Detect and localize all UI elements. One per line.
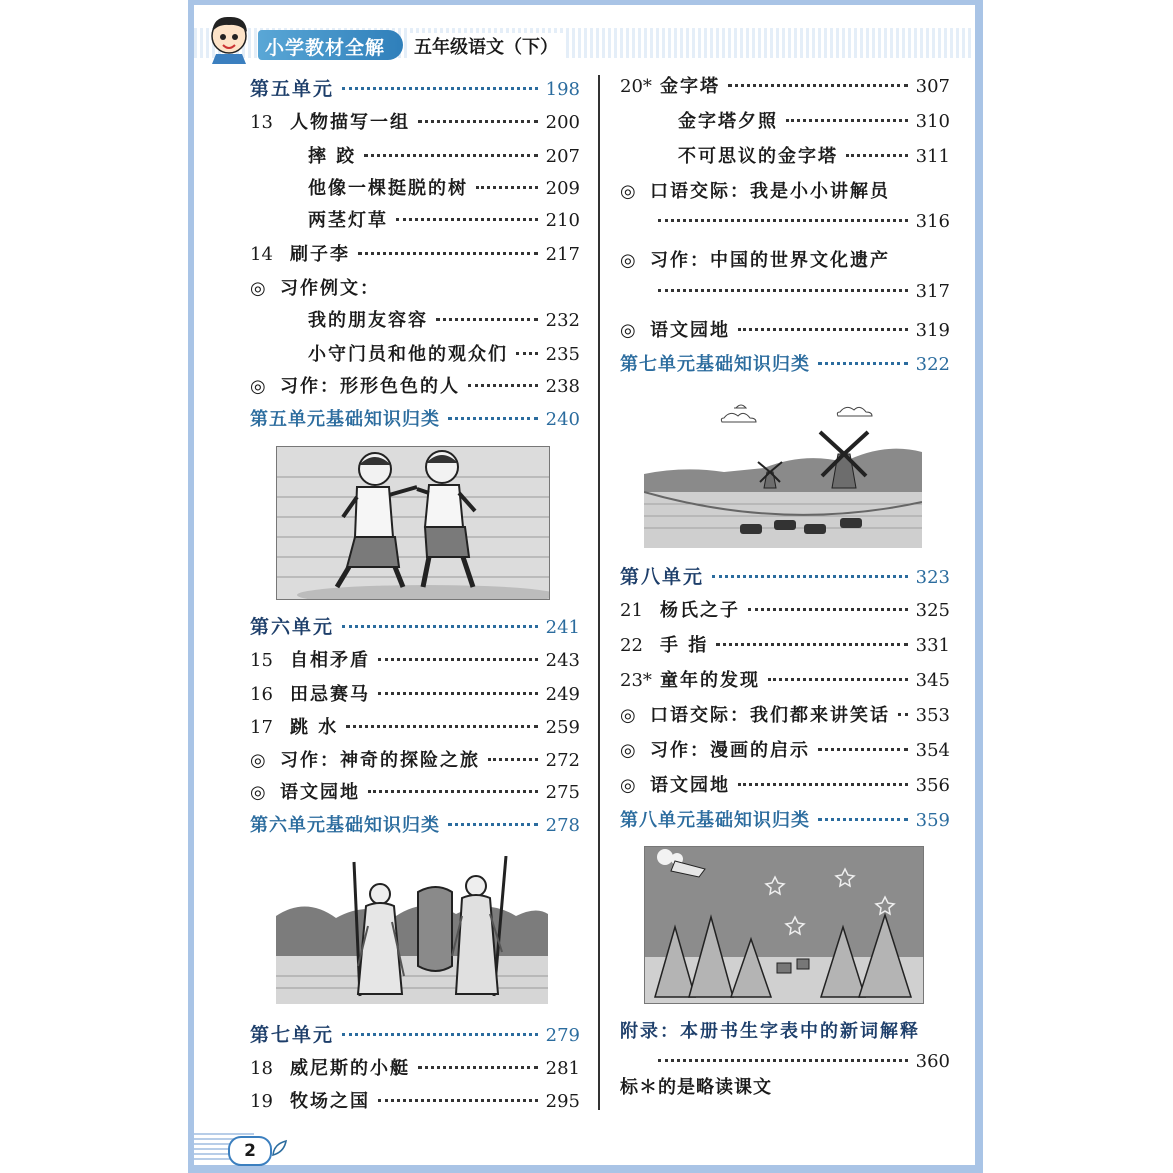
entry-title: 不可思议的金字塔 [678, 146, 838, 167]
page-number: 207 [545, 146, 580, 167]
toc-entry [250, 811, 580, 837]
page-frame-left [188, 0, 194, 1173]
toc-entry [250, 680, 580, 706]
dot-leader [716, 643, 907, 646]
toc-entry [620, 72, 950, 98]
dot-leader [748, 608, 908, 611]
toc-entry [620, 316, 950, 342]
lesson-number: 16 [250, 684, 273, 705]
lesson-number: 17 [250, 717, 273, 738]
dot-leader [378, 692, 538, 695]
lesson-number: 20* [620, 76, 652, 97]
page-frame-top [188, 0, 983, 5]
header-title: 五年级语文（下） [408, 33, 564, 59]
toc-entry [250, 746, 580, 772]
toc-entry [620, 806, 950, 832]
entry-title: 口语交际：我们都来讲笑话 [650, 705, 890, 726]
toc-entry [250, 240, 580, 266]
leaf-icon [270, 1138, 290, 1158]
lesson-number: 13 [250, 112, 273, 133]
page-number: 279 [545, 1025, 580, 1046]
page-number-badge: 2 [228, 1136, 272, 1166]
entry-title: 跳 水 [290, 717, 339, 738]
page-number: 323 [915, 567, 950, 588]
toc-entry [650, 211, 950, 237]
toc-entry [678, 107, 950, 133]
toc-entry [620, 596, 950, 622]
page-number: 240 [545, 409, 580, 430]
dot-leader [728, 84, 908, 87]
illustration-ancient-figures [276, 856, 548, 1004]
page-number: 259 [545, 717, 580, 738]
toc-entry [620, 701, 950, 727]
toc-entry [308, 174, 580, 200]
dot-leader [448, 417, 538, 420]
mascot-boy-icon [202, 10, 256, 64]
toc-entry [250, 1087, 580, 1113]
column-divider [598, 75, 600, 1110]
dot-leader [436, 318, 538, 321]
dot-leader [418, 1066, 538, 1069]
page-number: 317 [915, 281, 950, 302]
dot-leader [378, 658, 538, 661]
entry-title: 第五单元基础知识归类 [250, 409, 440, 430]
entry-title: 第六单元 [250, 616, 335, 638]
entry-title: 金字塔 [660, 76, 720, 97]
bullet-circle-icon: ◎ [250, 782, 266, 803]
page-frame-right [975, 0, 983, 1173]
entry-title: 语文园地 [280, 782, 360, 803]
page-number: 275 [545, 782, 580, 803]
page-number: 356 [915, 775, 950, 796]
dot-leader [898, 713, 908, 716]
page-number: 217 [545, 244, 580, 265]
toc-entry [620, 1017, 950, 1043]
entry-title: 第六单元基础知识归类 [250, 815, 440, 836]
toc-entry [620, 736, 950, 762]
bullet-circle-icon: ◎ [620, 181, 636, 202]
bullet-circle-icon: ◎ [620, 320, 636, 341]
lesson-number: 15 [250, 650, 273, 671]
dot-leader [364, 154, 537, 157]
toc-entry [620, 631, 950, 657]
bullet-circle-icon: ◎ [250, 278, 266, 299]
entry-title: 刷子李 [290, 244, 350, 265]
dot-leader [818, 362, 908, 365]
lesson-number: 18 [250, 1058, 273, 1079]
entry-title: 摔 跤 [308, 146, 357, 167]
lesson-number: 23* [620, 670, 652, 691]
page-number: 243 [545, 650, 580, 671]
toc-entry [250, 646, 580, 672]
toc-entry [678, 142, 950, 168]
page-number: 238 [545, 376, 580, 397]
entry-title: 我的朋友容容 [308, 310, 428, 331]
page-number: 295 [545, 1091, 580, 1112]
dot-leader [658, 219, 908, 222]
lesson-number: 22 [620, 635, 643, 656]
page-number: 316 [915, 211, 950, 232]
dot-leader [846, 154, 908, 157]
dot-leader [476, 186, 538, 189]
entry-title: 第八单元基础知识归类 [620, 810, 810, 831]
entry-title: 自相矛盾 [290, 650, 370, 671]
toc-entry [250, 274, 580, 300]
toc-entry [620, 771, 950, 797]
toc-entry [620, 666, 950, 692]
illustration-windmill [644, 392, 922, 548]
toc-entry [250, 612, 580, 638]
illustration-night-trees [644, 846, 924, 1004]
dot-leader [818, 818, 908, 821]
entry-title: 人物描写一组 [290, 112, 410, 133]
entry-title: 田忌赛马 [290, 684, 370, 705]
page-number: 360 [915, 1051, 950, 1072]
entry-title: 习作：中国的世界文化遗产 [650, 250, 890, 271]
entry-title: 第八单元 [620, 566, 705, 588]
entry-title: 牧场之国 [290, 1091, 370, 1112]
toc-entry [650, 281, 950, 307]
lesson-number: 14 [250, 244, 273, 265]
entry-title: 标＊的是略读课文 [620, 1077, 772, 1098]
page-number: 241 [545, 617, 580, 638]
dot-leader [342, 625, 538, 628]
page-frame-bottom [188, 1165, 983, 1173]
dot-leader [346, 725, 537, 728]
header-brand: 小学教材全解 [265, 37, 386, 59]
entry-title: 第七单元基础知识归类 [620, 354, 810, 375]
page-number: 232 [545, 310, 580, 331]
dot-leader [342, 87, 538, 90]
page-number: 354 [915, 740, 950, 761]
entry-title: 语文园地 [650, 320, 730, 341]
page-number: 198 [545, 79, 580, 100]
page-number: 311 [915, 146, 950, 167]
dot-leader [378, 1099, 538, 1102]
toc-entry [308, 306, 580, 332]
toc-entry [250, 1054, 580, 1080]
bullet-circle-icon: ◎ [620, 250, 636, 271]
dot-leader [658, 1059, 908, 1062]
entry-title: 童年的发现 [660, 670, 760, 691]
toc-entry [620, 562, 950, 588]
dot-leader [768, 678, 908, 681]
entry-title: 语文园地 [650, 775, 730, 796]
page-number: 322 [915, 354, 950, 375]
entry-title: 习作：形形色色的人 [280, 376, 460, 397]
page-number: 345 [915, 670, 950, 691]
toc-entry [620, 1073, 950, 1099]
entry-title: 小守门员和他的观众们 [308, 344, 508, 365]
dot-leader [712, 575, 908, 578]
toc-entry [250, 74, 580, 100]
page-number: 278 [545, 815, 580, 836]
toc-entry [620, 177, 950, 203]
entry-title: 习作：漫画的启示 [650, 740, 810, 761]
toc-entry [250, 778, 580, 804]
toc-entry [250, 713, 580, 739]
dot-leader [786, 119, 908, 122]
dot-leader [488, 758, 538, 761]
entry-title: 金字塔夕照 [678, 111, 778, 132]
entry-title: 第五单元 [250, 78, 335, 100]
toc-entry [308, 142, 580, 168]
page-number: 281 [545, 1058, 580, 1079]
entry-title: 两茎灯草 [308, 210, 388, 231]
page-number: 307 [915, 76, 950, 97]
entry-title: 他像一棵挺脱的树 [308, 178, 468, 199]
toc-entry [250, 108, 580, 134]
page-number: 235 [545, 344, 580, 365]
page-number: 319 [915, 320, 950, 341]
page-number: 359 [915, 810, 950, 831]
dot-leader [418, 120, 538, 123]
dot-leader [516, 352, 538, 355]
dot-leader [468, 384, 538, 387]
entry-title: 习作：神奇的探险之旅 [280, 750, 480, 771]
dot-leader [738, 783, 908, 786]
entry-title: 手 指 [660, 635, 709, 656]
page-number: 353 [915, 705, 950, 726]
dot-leader [358, 252, 538, 255]
bullet-circle-icon: ◎ [620, 705, 636, 726]
entry-title: 习作例文： [280, 278, 380, 299]
bullet-circle-icon: ◎ [250, 376, 266, 397]
entry-title: 第七单元 [250, 1024, 335, 1046]
dot-leader [818, 748, 908, 751]
page-number: 272 [545, 750, 580, 771]
entry-title: 杨氏之子 [660, 600, 740, 621]
toc-entry [250, 1020, 580, 1046]
entry-title: 口语交际：我是小小讲解员 [650, 181, 890, 202]
dot-leader [342, 1033, 538, 1036]
toc-entry [250, 372, 580, 398]
entry-title: 威尼斯的小艇 [290, 1058, 410, 1079]
toc-entry [620, 246, 950, 272]
toc-entry [308, 206, 580, 232]
toc-entry [308, 340, 580, 366]
dot-leader [396, 218, 538, 221]
page-number: 331 [915, 635, 950, 656]
dot-leader [368, 790, 538, 793]
dot-leader [448, 823, 538, 826]
toc-entry [620, 350, 950, 376]
dot-leader [738, 328, 908, 331]
illustration-wrestling [276, 446, 550, 600]
entry-title: 附录：本册书生字表中的新词解释 [620, 1021, 920, 1042]
dot-leader [658, 289, 908, 292]
page-number: 310 [915, 111, 950, 132]
page-number: 325 [915, 600, 950, 621]
page-number: 209 [545, 178, 580, 199]
bullet-circle-icon: ◎ [250, 750, 266, 771]
page-number: 200 [545, 112, 580, 133]
page-number: 210 [545, 210, 580, 231]
lesson-number: 21 [620, 600, 643, 621]
toc-entry [250, 405, 580, 431]
bullet-circle-icon: ◎ [620, 775, 636, 796]
page-number: 249 [545, 684, 580, 705]
lesson-number: 19 [250, 1091, 273, 1112]
bullet-circle-icon: ◎ [620, 740, 636, 761]
